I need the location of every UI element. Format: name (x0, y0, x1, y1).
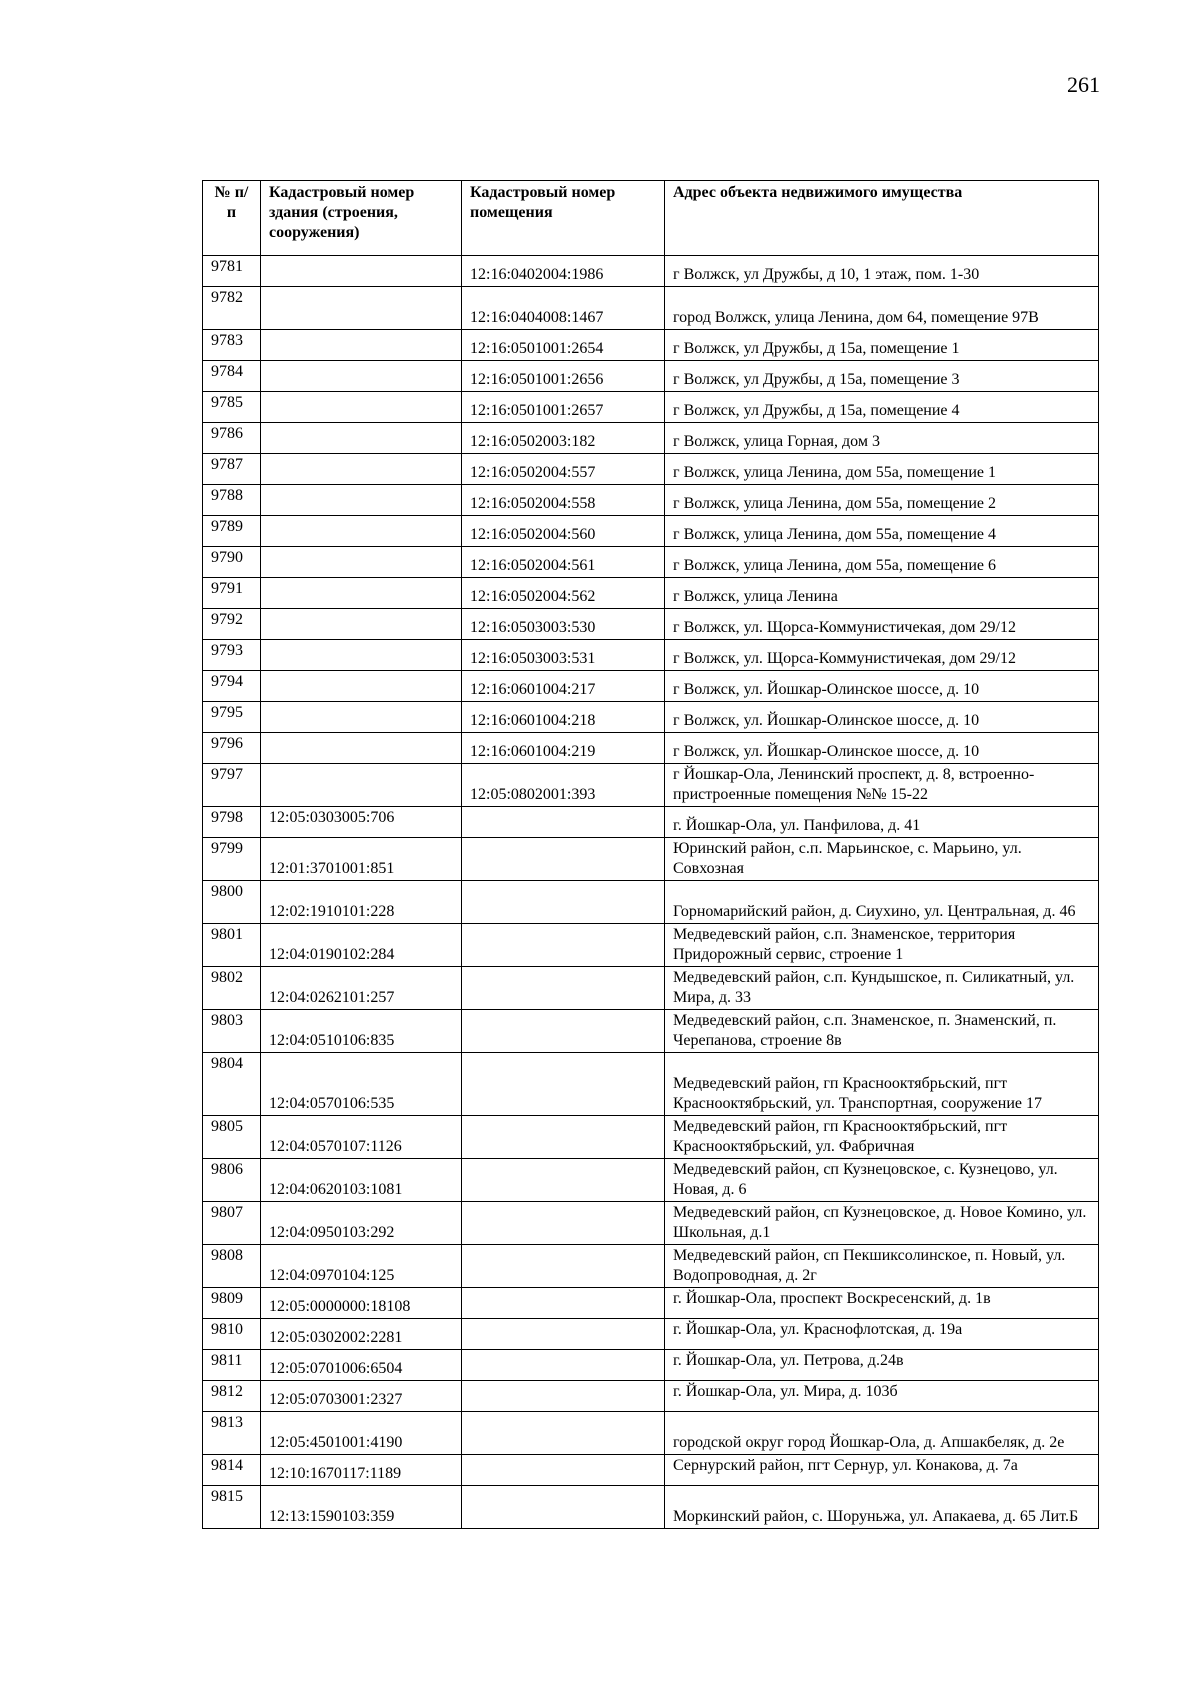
property-address: Медведевский район, сп Пекшиксолинское, п. Новый, ул. Водопроводная, д. 2г (665, 1245, 1099, 1288)
premises-cadastral-number (462, 1288, 665, 1319)
property-address: г. Йошкар-Ола, ул. Панфилова, д. 41 (665, 807, 1099, 838)
premises-cadastral-number: 12:16:0503003:530 (462, 609, 665, 640)
building-cadastral-number: 12:05:0302002:2281 (261, 1319, 462, 1350)
premises-cadastral-number: 12:16:0502004:561 (462, 547, 665, 578)
table-row (203, 392, 1099, 423)
premises-cadastral-number: 12:16:0502004:562 (462, 578, 665, 609)
row-number: 9807 (203, 1202, 261, 1245)
premises-cadastral-number (462, 838, 665, 881)
table-row (203, 287, 1099, 330)
table-row (203, 423, 1099, 454)
building-cadastral-number (261, 392, 462, 423)
building-cadastral-number (261, 330, 462, 361)
property-address: Медведевский район, гп Краснооктябрьский, пгт Краснооктябрьский, ул. Транспортная, сооружение 17 (665, 1053, 1099, 1116)
property-address: г Волжск, ул. Йошкар-Олинское шоссе, д. 10 (665, 671, 1099, 702)
building-cadastral-number (261, 485, 462, 516)
premises-cadastral-number (462, 807, 665, 838)
row-number: 9781 (203, 256, 261, 287)
property-address: г Волжск, улица Ленина (665, 578, 1099, 609)
premises-cadastral-number: 12:16:0502004:558 (462, 485, 665, 516)
row-number: 9803 (203, 1010, 261, 1053)
building-cadastral-number (261, 361, 462, 392)
row-number: 9794 (203, 671, 261, 702)
building-cadastral-number: 12:10:1670117:1189 (261, 1455, 462, 1486)
property-address: Сернурский район, пгт Сернур, ул. Конакова, д. 7а (665, 1455, 1099, 1486)
table-row (203, 485, 1099, 516)
table-row (203, 454, 1099, 485)
premises-cadastral-number: 12:16:0601004:218 (462, 702, 665, 733)
table-row (203, 547, 1099, 578)
premises-cadastral-number (462, 967, 665, 1010)
row-number: 9787 (203, 454, 261, 485)
premises-cadastral-number: 12:16:0402004:1986 (462, 256, 665, 287)
property-address: г. Йошкар-Ола, проспект Воскресенский, д. 1в (665, 1288, 1099, 1319)
building-cadastral-number (261, 671, 462, 702)
row-number: 9814 (203, 1455, 261, 1486)
premises-cadastral-number (462, 1245, 665, 1288)
building-cadastral-number: 12:05:0000000:18108 (261, 1288, 462, 1319)
premises-cadastral-number (462, 924, 665, 967)
row-number: 9784 (203, 361, 261, 392)
property-address: г Волжск, ул Дружбы, д 15а, помещение 1 (665, 330, 1099, 361)
property-address: г Волжск, улица Ленина, дом 55а, помещение 2 (665, 485, 1099, 516)
table-row (203, 1412, 1099, 1455)
property-address: Медведевский район, с.п. Знаменское, территория Придорожный сервис, строение 1 (665, 924, 1099, 967)
property-address: г Волжск, ул Дружбы, д 10, 1 этаж, пом. 1-30 (665, 256, 1099, 287)
premises-cadastral-number: 12:05:0802001:393 (462, 764, 665, 807)
table-row (203, 807, 1099, 838)
table-row (203, 1202, 1099, 1245)
row-number: 9792 (203, 609, 261, 640)
property-address: Юринский район, с.п. Марьинское, с. Марьино, ул. Совхозная (665, 838, 1099, 881)
row-number: 9788 (203, 485, 261, 516)
premises-cadastral-number: 12:16:0601004:219 (462, 733, 665, 764)
table-row (203, 1381, 1099, 1412)
table-row (203, 1455, 1099, 1486)
building-cadastral-number: 12:04:0620103:1081 (261, 1159, 462, 1202)
building-cadastral-number: 12:05:0703001:2327 (261, 1381, 462, 1412)
table-row (203, 361, 1099, 392)
table-row (203, 1116, 1099, 1159)
header-premises-cadastral: Кадастровый номер помещения (462, 181, 665, 256)
building-cadastral-number (261, 287, 462, 330)
property-address: г. Йошкар-Ола, ул. Мира, д. 103б (665, 1381, 1099, 1412)
building-cadastral-number (261, 764, 462, 807)
table-row (203, 516, 1099, 547)
property-address: г Волжск, ул. Йошкар-Олинское шоссе, д. 10 (665, 733, 1099, 764)
row-number: 9812 (203, 1381, 261, 1412)
row-number: 9808 (203, 1245, 261, 1288)
building-cadastral-number: 12:01:3701001:851 (261, 838, 462, 881)
property-address: г Йошкар-Ола, Ленинский проспект, д. 8, встроенно-пристроенные помещения №№ 15-22 (665, 764, 1099, 807)
premises-cadastral-number: 12:16:0502003:182 (462, 423, 665, 454)
building-cadastral-number (261, 702, 462, 733)
building-cadastral-number: 12:05:0701006:6504 (261, 1350, 462, 1381)
building-cadastral-number: 12:04:0510106:835 (261, 1010, 462, 1053)
premises-cadastral-number (462, 1010, 665, 1053)
property-address: г. Йошкар-Ола, ул. Петрова, д.24в (665, 1350, 1099, 1381)
table-row (203, 256, 1099, 287)
building-cadastral-number (261, 609, 462, 640)
row-number: 9797 (203, 764, 261, 807)
property-address: город Волжск, улица Ленина, дом 64, помещение 97В (665, 287, 1099, 330)
building-cadastral-number: 12:05:0303005:706 (261, 807, 462, 838)
building-cadastral-number (261, 640, 462, 671)
page-number: 261 (1067, 72, 1100, 97)
row-number: 9813 (203, 1412, 261, 1455)
building-cadastral-number: 12:13:1590103:359 (261, 1486, 462, 1529)
property-address: г Волжск, ул. Щорса-Коммунистичекая, дом 29/12 (665, 640, 1099, 671)
row-number: 9804 (203, 1053, 261, 1116)
property-address: г Волжск, улица Горная, дом 3 (665, 423, 1099, 454)
premises-cadastral-number: 12:16:0501001:2657 (462, 392, 665, 423)
premises-cadastral-number: 12:16:0404008:1467 (462, 287, 665, 330)
row-number: 9810 (203, 1319, 261, 1350)
premises-cadastral-number: 12:16:0502004:557 (462, 454, 665, 485)
building-cadastral-number (261, 256, 462, 287)
table-row (203, 881, 1099, 924)
row-number: 9791 (203, 578, 261, 609)
table-row (203, 1288, 1099, 1319)
row-number: 9783 (203, 330, 261, 361)
table-row (203, 967, 1099, 1010)
property-address: городской округ город Йошкар-Ола, д. Апшакбеляк, д. 2е (665, 1412, 1099, 1455)
property-address: Медведевский район, гп Краснооктябрьский, пгт Краснооктябрьский, ул. Фабричная (665, 1116, 1099, 1159)
property-address: г Волжск, ул. Щорса-Коммунистичекая, дом 29/12 (665, 609, 1099, 640)
row-number: 9805 (203, 1116, 261, 1159)
premises-cadastral-number (462, 1381, 665, 1412)
row-number: 9790 (203, 547, 261, 578)
row-number: 9798 (203, 807, 261, 838)
premises-cadastral-number: 12:16:0501001:2654 (462, 330, 665, 361)
row-number: 9800 (203, 881, 261, 924)
table-row (203, 1245, 1099, 1288)
premises-cadastral-number (462, 881, 665, 924)
table-row (203, 671, 1099, 702)
building-cadastral-number: 12:04:0570107:1126 (261, 1116, 462, 1159)
row-number: 9806 (203, 1159, 261, 1202)
row-number: 9809 (203, 1288, 261, 1319)
premises-cadastral-number: 12:16:0601004:217 (462, 671, 665, 702)
table-row (203, 640, 1099, 671)
table-row (203, 1010, 1099, 1053)
premises-cadastral-number (462, 1116, 665, 1159)
property-address: Моркинский район, с. Шоруньжа, ул. Апакаева, д. 65 Лит.Б (665, 1486, 1099, 1529)
building-cadastral-number: 12:04:0570106:535 (261, 1053, 462, 1116)
building-cadastral-number (261, 547, 462, 578)
property-address: г Волжск, ул. Йошкар-Олинское шоссе, д. 10 (665, 702, 1099, 733)
row-number: 9789 (203, 516, 261, 547)
header-num: № п/п (203, 181, 261, 256)
building-cadastral-number: 12:05:4501001:4190 (261, 1412, 462, 1455)
building-cadastral-number (261, 516, 462, 547)
property-address: г Волжск, ул Дружбы, д 15а, помещение 3 (665, 361, 1099, 392)
property-address: г Волжск, улица Ленина, дом 55а, помещение 6 (665, 547, 1099, 578)
property-address: Медведевский район, с.п. Кундышское, п. Силикатный, ул. Мира, д. 33 (665, 967, 1099, 1010)
premises-cadastral-number (462, 1350, 665, 1381)
building-cadastral-number: 12:04:0262101:257 (261, 967, 462, 1010)
table-row (203, 764, 1099, 807)
table-row (203, 330, 1099, 361)
table-row (203, 924, 1099, 967)
row-number: 9796 (203, 733, 261, 764)
table-row (203, 1350, 1099, 1381)
row-number: 9802 (203, 967, 261, 1010)
table-row (203, 838, 1099, 881)
property-address: Медведевский район, с.п. Знаменское, п. Знаменский, п. Черепанова, строение 8в (665, 1010, 1099, 1053)
building-cadastral-number: 12:04:0190102:284 (261, 924, 462, 967)
premises-cadastral-number: 12:16:0501001:2656 (462, 361, 665, 392)
premises-cadastral-number (462, 1412, 665, 1455)
building-cadastral-number: 12:02:1910101:228 (261, 881, 462, 924)
property-registry-table (202, 180, 1099, 1529)
table-row (203, 1159, 1099, 1202)
table-header-row (203, 181, 1099, 256)
table-body (203, 256, 1099, 1529)
premises-cadastral-number (462, 1319, 665, 1350)
header-building-cadastral: Кадастровый номер здания (строения, сооружения) (261, 181, 462, 256)
building-cadastral-number (261, 423, 462, 454)
table-row (203, 1053, 1099, 1116)
row-number: 9782 (203, 287, 261, 330)
header-address: Адрес объекта недвижимого имущества (665, 181, 1099, 256)
table-row (203, 733, 1099, 764)
row-number: 9793 (203, 640, 261, 671)
property-address: г Волжск, улица Ленина, дом 55а, помещение 1 (665, 454, 1099, 485)
premises-cadastral-number (462, 1053, 665, 1116)
building-cadastral-number: 12:04:0950103:292 (261, 1202, 462, 1245)
table-row (203, 1319, 1099, 1350)
building-cadastral-number (261, 454, 462, 485)
premises-cadastral-number (462, 1486, 665, 1529)
premises-cadastral-number: 12:16:0503003:531 (462, 640, 665, 671)
row-number: 9795 (203, 702, 261, 733)
property-address: Медведевский район, сп Кузнецовское, с. Кузнецово, ул. Новая, д. 6 (665, 1159, 1099, 1202)
property-address: г Волжск, ул Дружбы, д 15а, помещение 4 (665, 392, 1099, 423)
row-number: 9785 (203, 392, 261, 423)
property-address: г Волжск, улица Ленина, дом 55а, помещение 4 (665, 516, 1099, 547)
building-cadastral-number (261, 578, 462, 609)
row-number: 9801 (203, 924, 261, 967)
table-row (203, 702, 1099, 733)
premises-cadastral-number (462, 1159, 665, 1202)
property-address: Медведевский район, сп Кузнецовское, д. Новое Комино, ул. Школьная, д.1 (665, 1202, 1099, 1245)
row-number: 9786 (203, 423, 261, 454)
property-address: Горномарийский район, д. Сиухино, ул. Центральная, д. 46 (665, 881, 1099, 924)
table-row (203, 609, 1099, 640)
row-number: 9799 (203, 838, 261, 881)
premises-cadastral-number (462, 1455, 665, 1486)
row-number: 9811 (203, 1350, 261, 1381)
building-cadastral-number: 12:04:0970104:125 (261, 1245, 462, 1288)
table-row (203, 578, 1099, 609)
table-row (203, 1486, 1099, 1529)
building-cadastral-number (261, 733, 462, 764)
row-number: 9815 (203, 1486, 261, 1529)
property-address: г. Йошкар-Ола, ул. Краснофлотская, д. 19а (665, 1319, 1099, 1350)
premises-cadastral-number: 12:16:0502004:560 (462, 516, 665, 547)
premises-cadastral-number (462, 1202, 665, 1245)
